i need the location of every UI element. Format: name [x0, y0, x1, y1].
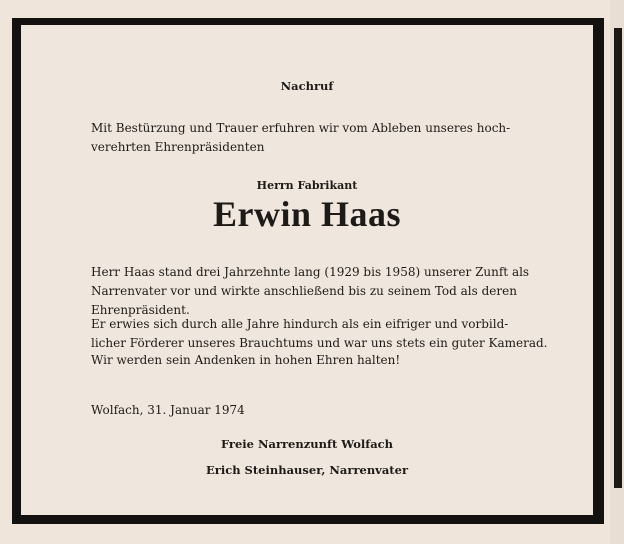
intro-line-2: verehrten Ehrenpräsidenten: [91, 140, 265, 154]
tribute-line-1: Er erwies sich durch alle Jahre hindurch als ein eifriger und vorbild-: [91, 317, 509, 331]
biography-line-3: Ehrenpräsident.: [91, 303, 190, 317]
intro-paragraph: [91, 119, 552, 157]
tribute-paragraph: [91, 315, 552, 353]
tribute-line-2: licher Förderer unseres Brauchtums und war uns stets ein guter Kamerad.: [91, 336, 548, 350]
notice-heading: Nachruf: [280, 79, 334, 93]
biography-line-2: Narrenvater vor und wirkte anschließend bis zu seinem Tod als deren: [91, 284, 517, 298]
adjacent-column-edge: [610, 0, 624, 544]
biography-paragraph: [91, 263, 552, 320]
notice-content: [21, 25, 593, 515]
deceased-name: Erwin Haas: [212, 194, 402, 234]
signature-person: Erich Steinhauser, Narrenvater: [206, 463, 408, 477]
honorific: Herrn Fabrikant: [256, 179, 358, 192]
place-date: Wolfach, 31. Januar 1974: [91, 403, 245, 417]
obituary-notice: [12, 18, 604, 524]
biography-line-1: Herr Haas stand drei Jahrzehnte lang (1929 bis 1958) unserer Zunft als: [91, 265, 530, 279]
closing-line: Wir werden sein Andenken in hohen Ehren halten!: [91, 353, 401, 367]
closing-paragraph: [91, 351, 552, 370]
intro-line-1: Mit Bestürzung und Trauer erfuhren wir vom Ableben unseres hoch-: [91, 121, 511, 135]
signature-organization: Freie Narrenzunft Wolfach: [220, 437, 394, 451]
adjacent-border-bar: [614, 28, 622, 488]
